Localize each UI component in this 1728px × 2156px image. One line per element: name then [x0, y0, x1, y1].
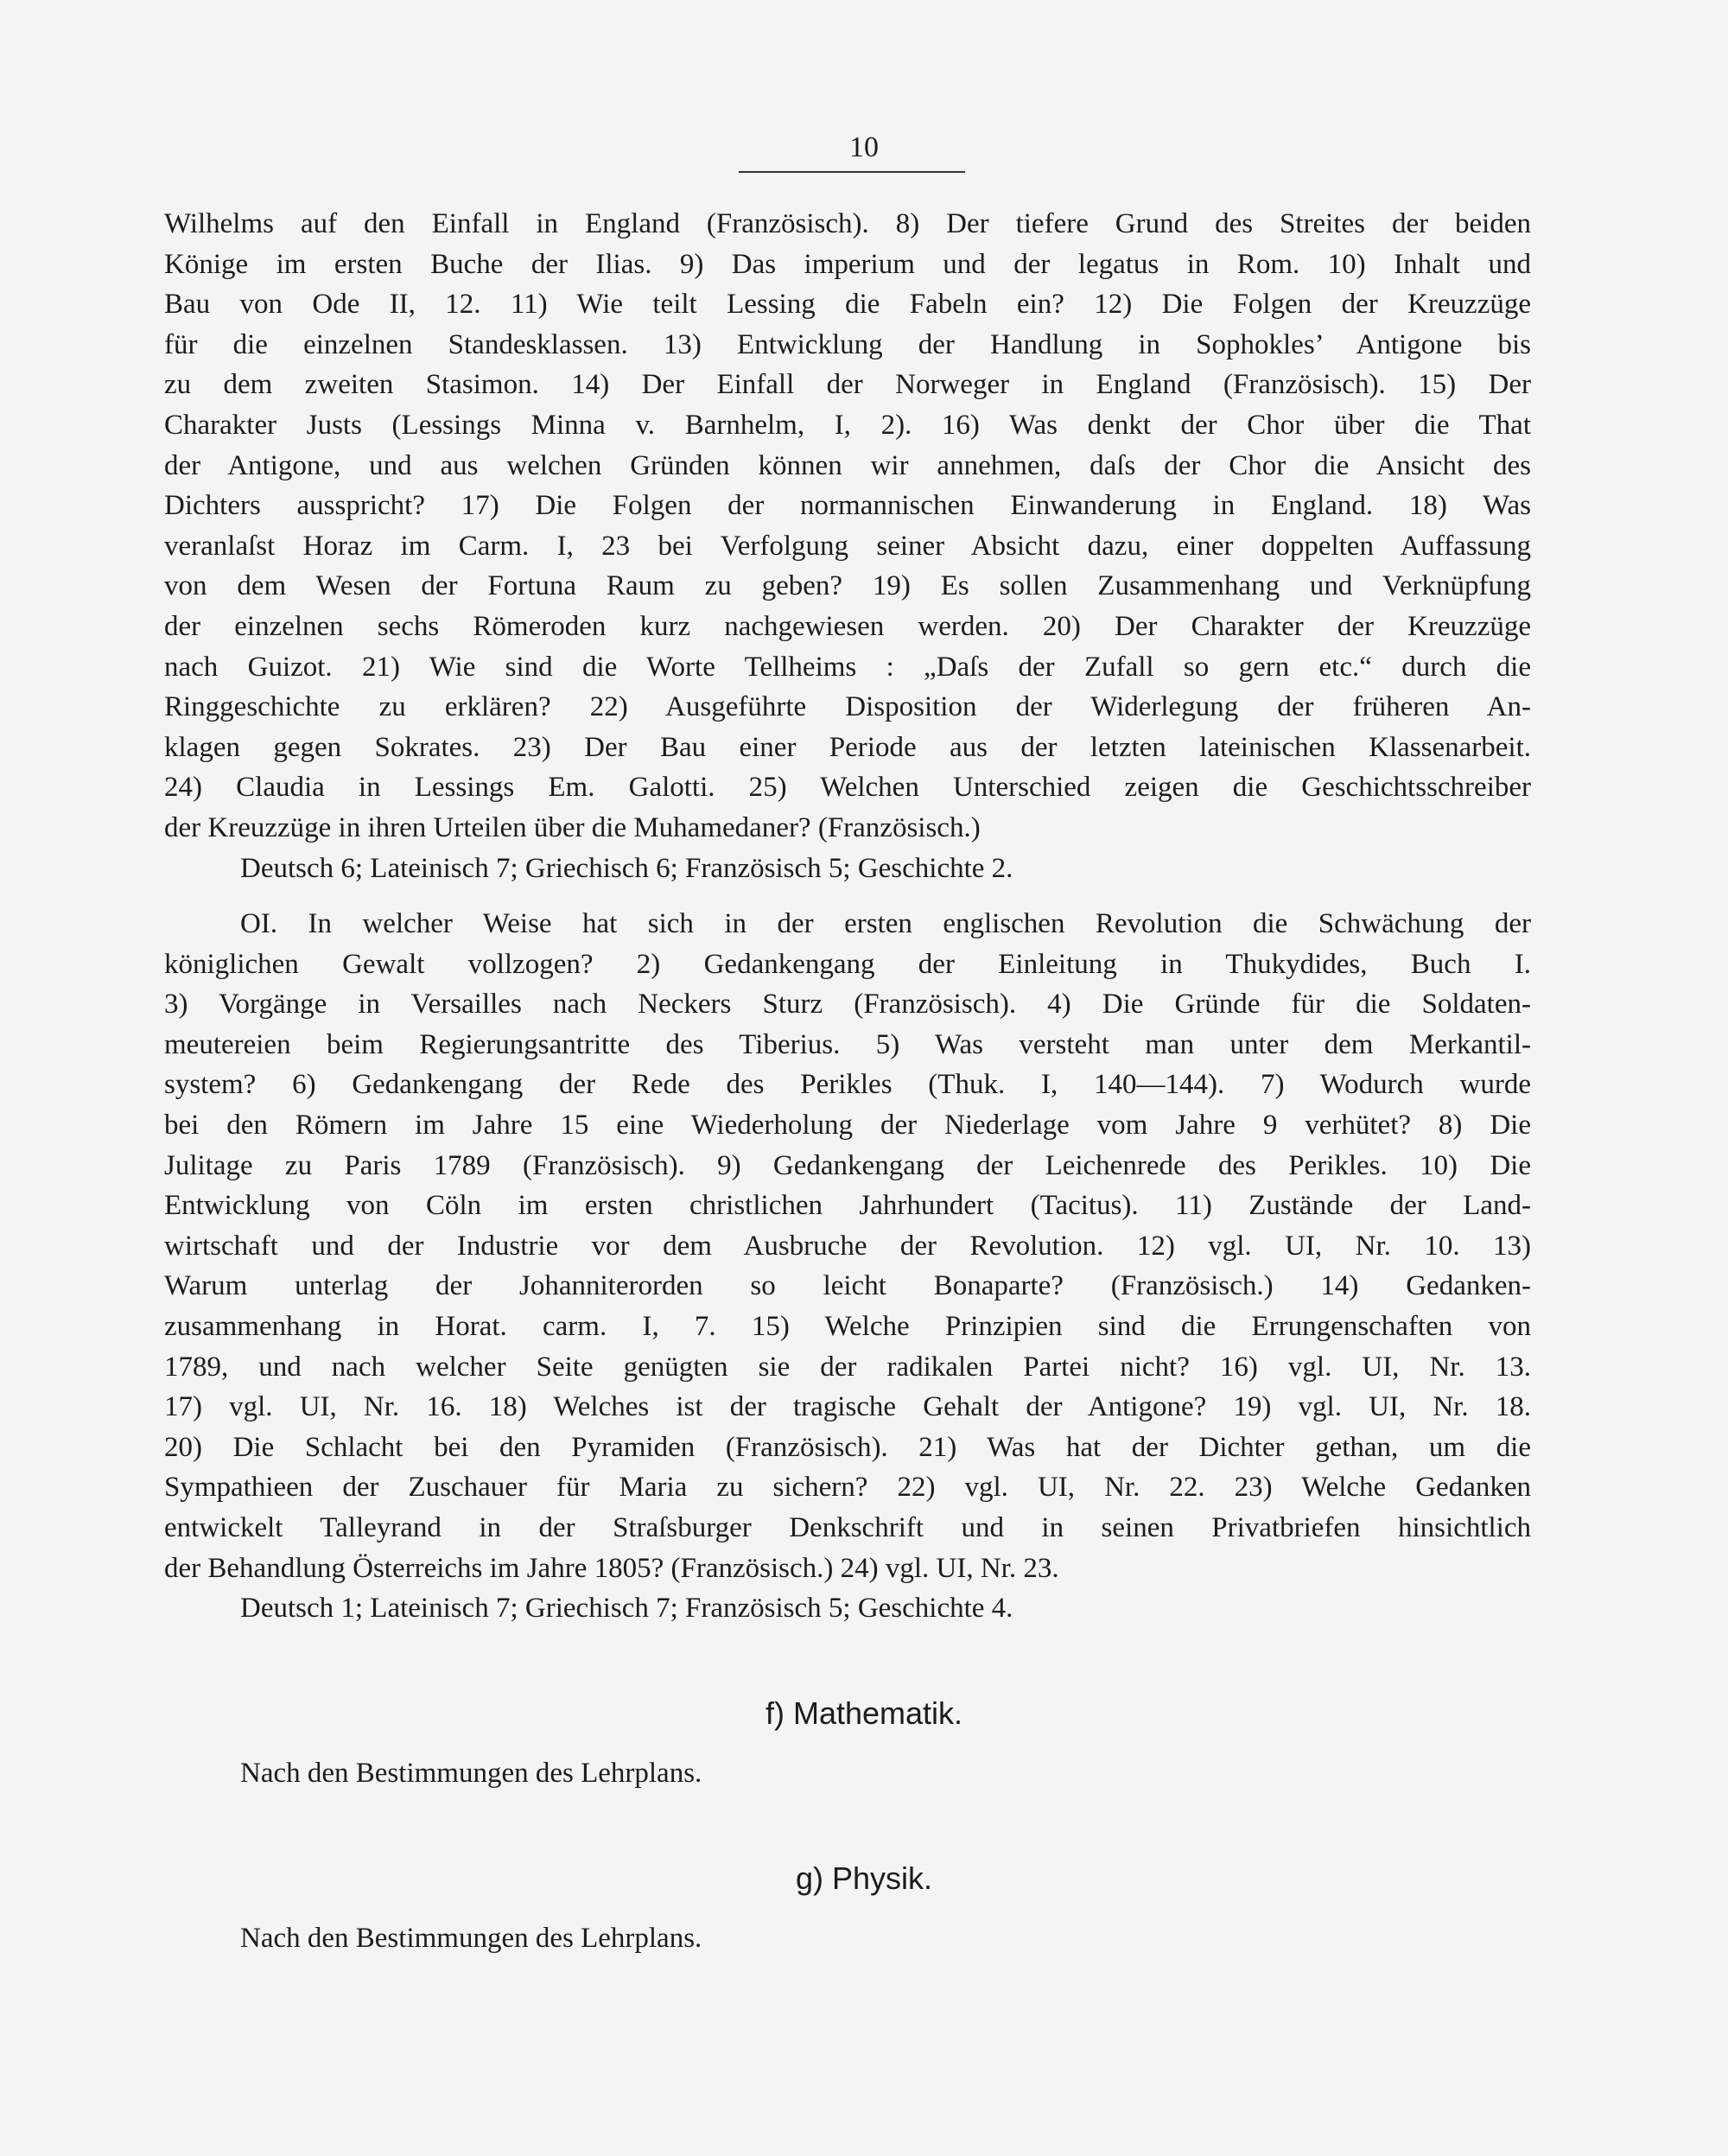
text-line: Julitage zu Paris 1789 (Französisch). 9) Gedankengang der Leichenrede des Perikles. 10) Die — [164, 1149, 1531, 1181]
text-line: zu dem zweiten Stasimon. 14) Der Einfall der Norweger in England (Französisch). 15) Der — [164, 369, 1531, 401]
section-oi-text — [164, 904, 1531, 1629]
text-line: Ringgeschichte zu erklären? 22) Ausgeführte Disposition der Widerlegung der früheren An- — [164, 691, 1531, 723]
text-line: Charakter Justs (Lessings Minna v. Barnhelm, I, 2). 16) Was denkt der Chor über die That — [164, 409, 1531, 441]
physik-text: Nach den Bestimmungen des Lehrplans. — [240, 1923, 702, 1954]
hours-summary: Deutsch 6; Lateinisch 7; Griechisch 6; Französisch 5; Geschichte 2. — [240, 852, 1013, 884]
text-line: Dichters ausspricht? 17) Die Folgen der normannischen Einwanderung in England. 18) Was — [164, 490, 1531, 522]
section-ui-text — [164, 204, 1531, 888]
text-line: wirtschaft und der Industrie vor dem Ausbruche der Revolution. 12) vgl. UI, Nr. 10. 13) — [164, 1230, 1531, 1262]
text-line: 17) vgl. UI, Nr. 16. 18) Welches ist der tragische Gehalt der Antigone? 19) vgl. UI, Nr. 18. — [164, 1391, 1531, 1423]
page-number: 10 — [849, 131, 879, 163]
text-line: meutereien beim Regierungsantritte des Tiberius. 5) Was versteht man unter dem Merkantil- — [164, 1028, 1531, 1060]
text-line: Könige im ersten Buche der Ilias. 9) Das imperium und der legatus in Rom. 10) Inhalt und — [164, 248, 1531, 280]
text-line: 24) Claudia in Lessings Em. Galotti. 25) Welchen Unterschied zeigen die Geschichtsschreiber — [164, 772, 1531, 804]
text-line: der Behandlung Österreichs im Jahre 1805? (Französisch.) 24) vgl. UI, Nr. 23. — [164, 1552, 1059, 1584]
text-line: königlichen Gewalt vollzogen? 2) Gedankengang der Einleitung in Thukydides, Buch I. — [164, 948, 1531, 980]
text-line: entwickelt Talleyrand in der Straſsburger Denkschrift und in seinen Privatbriefen hinsichtlich — [164, 1511, 1531, 1543]
text-line: OI. In welcher Weise hat sich in der ersten englischen Revolution die Schwächung der — [240, 908, 1531, 939]
text-line: für die einzelnen Standesklassen. 13) Entwicklung der Handlung in Sophokles’ Antigone bis — [164, 328, 1531, 360]
heading-physik: g) Physik. — [795, 1860, 933, 1896]
text-line: bei den Römern im Jahre 15 eine Wiederholung der Niederlage vom Jahre 9 verhütet? 8) Die — [164, 1109, 1531, 1141]
text-line: nach Guizot. 21) Wie sind die Worte Tellheims : „Daſs der Zufall so gern etc.“ durch die — [164, 651, 1531, 683]
text-line: Wilhelms auf den Einfall in England (Französisch). 8) Der tiefere Grund des Streites der beiden — [164, 208, 1531, 239]
text-line: 20) Die Schlacht bei den Pyramiden (Französisch). 21) Was hat der Dichter gethan, um die — [164, 1431, 1531, 1463]
header-rule — [739, 171, 965, 173]
text-line: der einzelnen sechs Römeroden kurz nachgewiesen werden. 20) Der Charakter der Kreuzzüge — [164, 610, 1531, 642]
heading-mathematik: f) Mathematik. — [765, 1695, 963, 1731]
text-line: von dem Wesen der Fortuna Raum zu geben? 19) Es sollen Zusammenhang und Verknüpfung — [164, 570, 1531, 602]
text-line: Bau von Ode II, 12. 11) Wie teilt Lessing die Fabeln ein? 12) Die Folgen der Kreuzzüge — [164, 289, 1531, 321]
text-line: Sympathieen der Zuschauer für Maria zu sichern? 22) vgl. UI, Nr. 22. 23) Welche Gedanken — [164, 1472, 1531, 1504]
text-line: Entwicklung von Cöln im ersten christlichen Jahrhundert (Tacitus). 11) Zustände der Land- — [164, 1190, 1531, 1222]
hours-summary: Deutsch 1; Lateinisch 7; Griechisch 7; Französisch 5; Geschichte 4. — [240, 1593, 1013, 1625]
text-line: system? 6) Gedankengang der Rede des Perikles (Thuk. I, 140—144). 7) Wodurch wurde — [164, 1069, 1531, 1101]
text-line: veranlaſst Horaz im Carm. I, 23 bei Verfolgung seiner Absicht dazu, einer doppelten Auffassung — [164, 530, 1531, 562]
text-line: 1789, und nach welcher Seite genügten sie der radikalen Partei nicht? 16) vgl. UI, Nr. 13. — [164, 1351, 1531, 1383]
text-line: 3) Vorgänge in Versailles nach Neckers Sturz (Französisch). 4) Die Gründe für die Soldaten- — [164, 989, 1531, 1021]
text-line: Warum unterlag der Johanniterorden so leicht Bonaparte? (Französisch.) 14) Gedanken- — [164, 1270, 1531, 1302]
text-line: der Antigone, und aus welchen Gründen können wir annehmen, daſs der Chor die Ansicht des — [164, 449, 1531, 481]
mathematik-text: Nach den Bestimmungen des Lehrplans. — [240, 1758, 702, 1789]
text-line: der Kreuzzüge in ihren Urteilen über die Muhamedaner? (Französisch.) — [164, 811, 981, 843]
text-line: zusammenhang in Horat. carm. I, 7. 15) Welche Prinzipien sind die Errungenschaften von — [164, 1310, 1531, 1342]
text-line: klagen gegen Sokrates. 23) Der Bau einer Periode aus der letzten lateinischen Klassenarbeit. — [164, 731, 1531, 763]
